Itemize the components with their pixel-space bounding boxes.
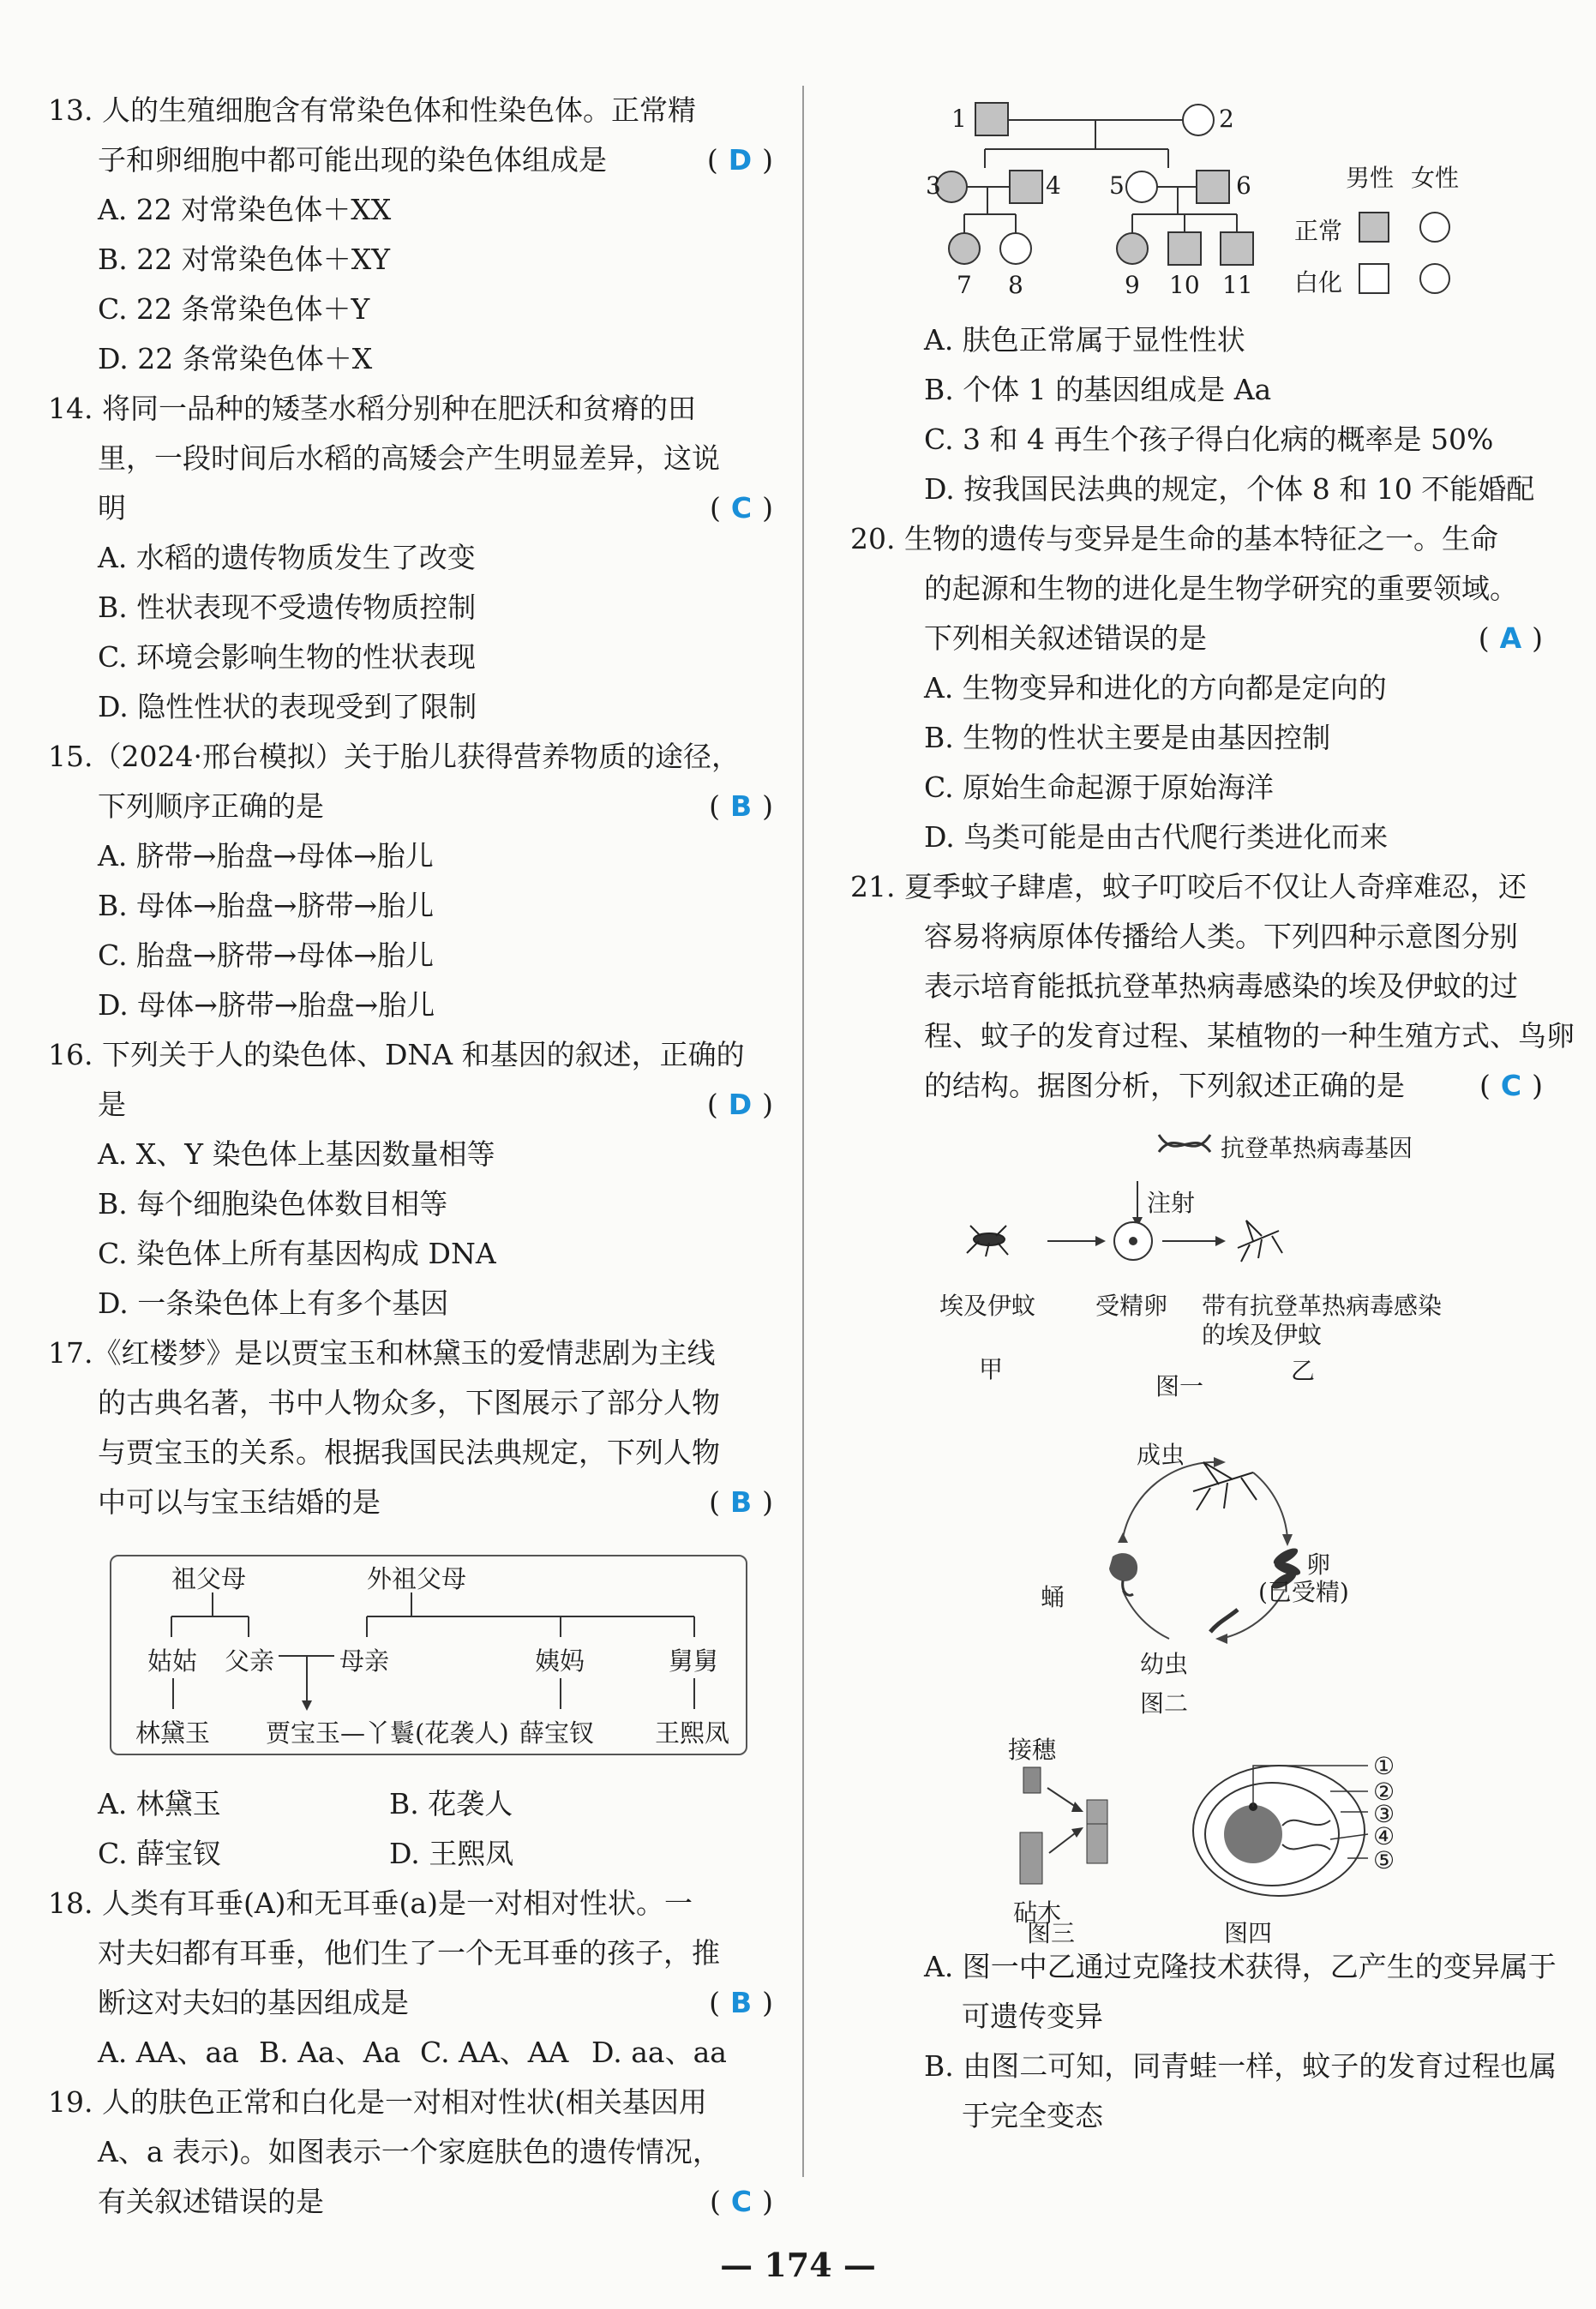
pedigree-individual-9 <box>1117 233 1148 264</box>
pedigree-label-6: 6 <box>1236 171 1251 200</box>
fig2-adult-label: 成虫 <box>1137 1441 1185 1469</box>
q13-option-b: B. 22 对常染色体＋XY <box>98 243 390 276</box>
pedigree-individual-7 <box>949 233 980 264</box>
pedigree-individual-2 <box>1183 105 1214 135</box>
pedigree-label-1: 1 <box>951 105 967 133</box>
tree-aunt-paternal: 姑姑 <box>147 1646 198 1676</box>
tree-xue-baochai: 薛宝钗 <box>519 1718 595 1748</box>
question-13 <box>48 86 777 384</box>
fig1-egypt-label: 埃及伊蚊 <box>939 1292 1036 1320</box>
q17-stem-line: 17.《红楼梦》是以贾宝玉和林黛玉的爱情悲剧为主线 <box>48 1336 716 1370</box>
fig4-label-4: ④ <box>1373 1822 1395 1850</box>
q20-option-b: B. 生物的性状主要是由基因控制 <box>924 721 1331 754</box>
q13-option-c: C. 22 条常染色体＋Y <box>98 292 370 326</box>
q21-stem-line: 的结构。据图分析，下列叙述正确的是 <box>924 1069 1405 1102</box>
q16-option-b: B. 每个细胞染色体数目相等 <box>98 1187 448 1220</box>
tree-lin-daiyu: 林黛玉 <box>135 1718 211 1748</box>
q14-stem-line: 里，一段时间后水稻的高矮会产生明显差异，这说 <box>98 441 720 475</box>
legend-male-label: 男性 <box>1346 164 1395 192</box>
q14-option-c: C. 环境会影响生物的性状表现 <box>98 640 477 674</box>
tree-grandparents: 祖父母 <box>171 1564 247 1593</box>
pedigree-individual-1 <box>975 103 1008 135</box>
q17-option-b: B. 花袭人 <box>389 1787 513 1820</box>
pedigree-label-5: 5 <box>1109 171 1125 200</box>
question-17 <box>48 1328 777 1879</box>
fig1-egg-label: 受精卵 <box>1095 1292 1168 1320</box>
family-tree-box <box>110 1555 747 1755</box>
tree-uncle: 舅舅 <box>669 1646 719 1676</box>
fig4-label-2: ② <box>1373 1778 1395 1806</box>
mosquito-jia-icon <box>967 1226 1008 1256</box>
q20-answer: ( A ) <box>1478 621 1543 655</box>
left-column <box>48 86 777 2227</box>
legend-male-normal <box>1359 213 1389 242</box>
bird-egg-diagram <box>1193 1766 1365 1896</box>
fig1-jia-label: 甲 <box>979 1355 1004 1383</box>
q19-stem-line: 19. 人的肤色正常和白化是一对相对性状(相关基因用 <box>48 2085 707 2119</box>
figure-1 <box>850 1111 1546 1428</box>
fig2-pupa-label: 蛹 <box>1041 1583 1065 1611</box>
q18-stem-line: 18. 人类有耳垂(A)和无耳垂(a)是一对相对性状。一 <box>48 1886 693 1920</box>
fig4-label-5: ⑤ <box>1373 1846 1395 1874</box>
q19-stem-line: A、a 表示)。如图表示一个家庭肤色的遗传情况， <box>98 2135 721 2168</box>
q18-option-c: C. AA、AA <box>420 2036 569 2069</box>
legend-female-albino <box>1420 264 1449 293</box>
legend-female-normal <box>1420 213 1449 242</box>
q20-stem-line: 下列相关叙述错误的是 <box>924 621 1207 655</box>
q17-option-c: C. 薛宝钗 <box>98 1837 222 1870</box>
legend-female-label: 女性 <box>1411 164 1460 192</box>
q16-option-c: C. 染色体上所有基因构成 DNA <box>98 1237 496 1270</box>
q20-stem-line: 的起源和生物的进化是生物学研究的重要领域。 <box>924 572 1518 605</box>
tree-jia-baoyu: 贾宝玉—丫鬟(花袭人) <box>266 1718 509 1748</box>
fig1-yi-label: 乙 <box>1291 1357 1316 1385</box>
pedigree-individual-4 <box>1010 171 1042 203</box>
q18-stem-line: 对夫妇都有耳垂，他们生了一个无耳垂的孩子，推 <box>98 1936 720 1970</box>
pedigree-individual-8 <box>1000 233 1031 264</box>
tree-maternal-grandparents: 外祖父母 <box>367 1564 467 1593</box>
fig3-scion-label: 接穗 <box>1008 1736 1057 1764</box>
pedigree-figure <box>850 86 1546 315</box>
q18-answer: ( B ) <box>709 1986 773 2019</box>
q14-option-d: D. 隐性性状的表现受到了限制 <box>98 690 477 723</box>
q14-stem-line: 14. 将同一品种的矮茎水稻分别种在肥沃和贫瘠的田 <box>48 392 696 425</box>
fig3-caption: 图三 <box>1027 1919 1076 1947</box>
fig1-result-line2: 的埃及伊蚊 <box>1202 1321 1323 1349</box>
q21-stem-line: 程、蚊子的发育过程、某植物的一种生殖方式、鸟卵 <box>924 1019 1575 1053</box>
question-14 <box>48 384 777 732</box>
pedigree-label-8: 8 <box>1008 271 1023 299</box>
tree-aunt-maternal: 姨妈 <box>535 1646 585 1676</box>
q16-option-a: A. X、Y 染色体上基因数量相等 <box>98 1137 495 1171</box>
q16-answer: ( D ) <box>706 1088 773 1121</box>
larva-icon <box>1210 1610 1238 1632</box>
adult-mosquito-icon <box>1193 1462 1257 1510</box>
q14-stem-line: 明 <box>98 491 126 525</box>
pedigree-individual-5 <box>1126 171 1157 202</box>
tree-wang-xifeng: 王熙凤 <box>655 1718 730 1748</box>
fig4-label-3: ③ <box>1373 1800 1395 1828</box>
q20-option-c: C. 原始生命起源于原始海洋 <box>924 771 1275 804</box>
q20-stem-line: 20. 生物的遗传与变异是生命的基本特征之一。生命 <box>850 522 1498 555</box>
q21-stem-line: 21. 夏季蚊子肆虐，蚊子叮咬后不仅让人奇痒难忍，还 <box>850 870 1527 903</box>
fig2-egg-note: (已受精) <box>1258 1578 1349 1606</box>
right-column <box>850 86 1575 2141</box>
q14-option-b: B. 性状表现不受遗传物质控制 <box>98 591 477 624</box>
pedigree-label-10: 10 <box>1169 271 1200 299</box>
q17-option-a: A. 林黛玉 <box>98 1787 221 1820</box>
question-16 <box>48 1030 777 1328</box>
pedigree-label-9: 9 <box>1125 271 1140 299</box>
q17-stem-line: 与贾宝玉的关系。根据我国民法典规定，下列人物 <box>98 1436 720 1469</box>
question-20 <box>850 514 1546 862</box>
question-18 <box>48 1879 777 2078</box>
fig2-larva-label: 幼虫 <box>1140 1650 1189 1678</box>
pedigree-label-7: 7 <box>957 271 972 299</box>
q19-answer: ( C ) <box>710 2185 773 2218</box>
scion-icon <box>1023 1767 1041 1793</box>
pedigree-individual-11 <box>1221 232 1253 265</box>
q15-answer: ( B ) <box>709 789 773 823</box>
q21-option-b: B. 由图二可知，同青蛙一样，蚊子的发育过程也属 <box>924 2049 1557 2083</box>
page-number: — 174 — <box>720 2246 876 2284</box>
q20-option-a: A. 生物变异和进化的方向都是定向的 <box>924 671 1387 705</box>
q19-option-d: D. 按我国民法典的规定，个体 8 和 10 不能婚配 <box>924 472 1535 506</box>
figures-3-4 <box>850 1728 1546 1947</box>
q14-answer: ( C ) <box>710 491 773 525</box>
question-15 <box>48 732 777 1030</box>
fig4-caption: 图四 <box>1224 1919 1273 1947</box>
pedigree-label-11: 11 <box>1222 271 1253 299</box>
pedigree-individual-10 <box>1168 232 1201 265</box>
fertilized-egg-icon <box>1114 1222 1152 1260</box>
question-19 <box>48 2078 777 2227</box>
q17-stem-line: 中可以与宝玉结婚的是 <box>98 1485 381 1519</box>
pedigree-label-4: 4 <box>1046 171 1061 200</box>
pedigree-label-3: 3 <box>926 171 941 200</box>
q16-option-d: D. 一条染色体上有多个基因 <box>98 1286 449 1320</box>
q15-option-d: D. 母体→脐带→胎盘→胎儿 <box>98 988 435 1022</box>
fig2-egg-label: 卵 <box>1306 1550 1331 1579</box>
q19-option-c: C. 3 和 4 再生个孩子得白化病的概率是 50% <box>924 423 1494 456</box>
fig1-inject-label: 注射 <box>1147 1189 1196 1217</box>
q20-option-d: D. 鸟类可能是由古代爬行类进化而来 <box>924 820 1389 854</box>
q13-answer: ( D ) <box>706 143 773 177</box>
q13-option-a: A. 22 对常染色体＋XX <box>98 193 392 226</box>
q21-option-a-cont: 可遗传变异 <box>962 2000 1103 2033</box>
column-divider <box>802 86 804 2177</box>
q15-option-b: B. 母体→胎盘→脐带→胎儿 <box>98 889 435 922</box>
tree-mother: 母亲 <box>339 1646 390 1676</box>
q13-option-d: D. 22 条常染色体＋X <box>98 342 373 375</box>
q19-option-b: B. 个体 1 的基因组成是 Aa <box>924 373 1272 406</box>
rootstock-icon <box>1020 1832 1042 1884</box>
q14-option-a: A. 水稻的遗传物质发生了改变 <box>98 541 476 574</box>
tree-father: 父亲 <box>225 1646 275 1676</box>
q17-option-d: D. 王熙凤 <box>389 1837 514 1870</box>
q19-stem-line: 有关叙述错误的是 <box>98 2185 324 2218</box>
q21-stem-line: 容易将病原体传播给人类。下列四种示意图分别 <box>924 920 1518 953</box>
q18-option-b: B. Aa、Aa <box>259 2036 401 2069</box>
q21-answer: ( C ) <box>1479 1069 1543 1102</box>
q18-option-a: A. AA、aa <box>98 2036 239 2069</box>
q15-stem-line: 下列顺序正确的是 <box>98 789 324 823</box>
pedigree-individual-6 <box>1197 171 1229 203</box>
fig1-gene-label: 抗登革热病毒基因 <box>1221 1134 1413 1162</box>
q17-stem-line: 的古典名著，书中人物众多，下图展示了部分人物 <box>98 1386 720 1419</box>
legend-normal-label: 正常 <box>1294 217 1343 245</box>
q16-stem-line: 16. 下列关于人的染色体、DNA 和基因的叙述，正确的 <box>48 1038 745 1071</box>
q21-option-a: A. 图一中乙通过克隆技术获得，乙产生的变异属于 <box>924 1950 1557 1983</box>
q19-option-a: A. 肤色正常属于显性性状 <box>924 323 1245 357</box>
fig2-caption: 图二 <box>1140 1689 1189 1718</box>
grafted-plant-icon <box>1087 1800 1107 1863</box>
legend-albino-label: 白化 <box>1294 268 1343 297</box>
q18-stem-line: 断这对夫妇的基因组成是 <box>98 1986 409 2019</box>
fig1-result-line1: 带有抗登革热病毒感染 <box>1202 1292 1443 1320</box>
q13-stem-line: 子和卵细胞中都可能出现的染色体组成是 <box>98 143 607 177</box>
q21-stem-line: 表示培育能抵抗登革热病毒感染的埃及伊蚊的过 <box>924 969 1518 1003</box>
q15-option-c: C. 胎盘→脐带→母体→胎儿 <box>98 939 435 972</box>
q13-stem-line: 13. 人的生殖细胞含有常染色体和性染色体。正常精 <box>48 93 696 127</box>
dna-icon <box>1159 1135 1210 1152</box>
q18-option-d: D. aa、aa <box>591 2036 727 2069</box>
q16-stem-line: 是 <box>98 1088 126 1121</box>
fig4-label-1: ① <box>1373 1752 1395 1780</box>
q21-option-b-cont: 于完全变态 <box>962 2099 1103 2132</box>
pedigree-label-2: 2 <box>1219 105 1234 133</box>
question-21 <box>850 862 1575 2141</box>
q15-stem-line: 15.（2024·邢台模拟）关于胎儿获得营养物质的途径， <box>48 740 740 773</box>
pupa-icon <box>1109 1553 1137 1595</box>
fig1-caption: 图一 <box>1155 1372 1204 1400</box>
legend-male-albino <box>1359 264 1389 293</box>
q15-option-a: A. 脐带→胎盘→母体→胎儿 <box>98 839 434 873</box>
fig3-stock-label: 砧木 <box>1013 1898 1062 1927</box>
q17-answer: ( B ) <box>709 1485 773 1519</box>
figure-2 <box>850 1428 1546 1728</box>
mosquito-yi-icon <box>1238 1220 1282 1262</box>
